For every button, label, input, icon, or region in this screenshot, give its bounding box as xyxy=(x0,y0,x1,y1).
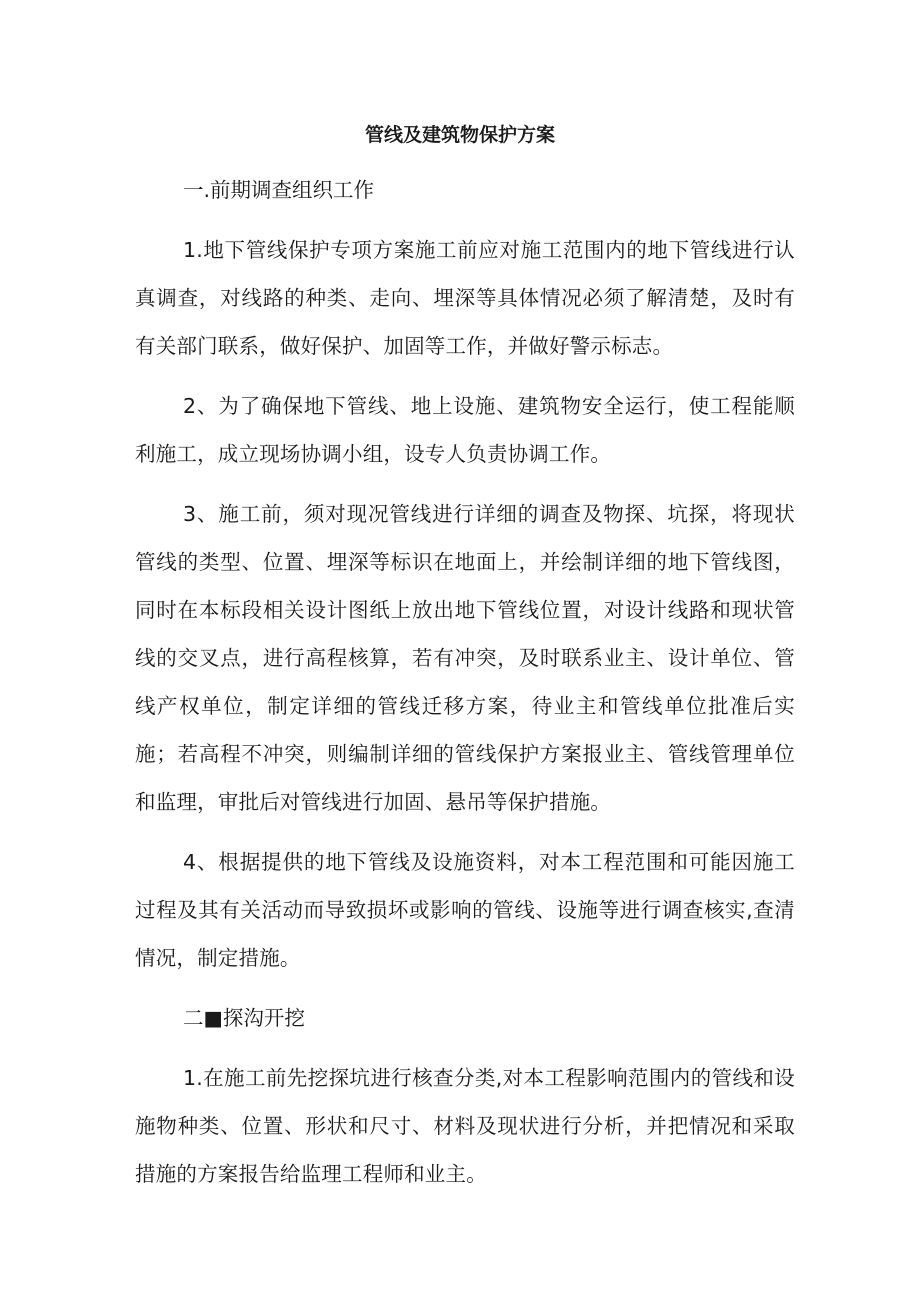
section-heading-2: 二■探沟开挖 xyxy=(183,1006,305,1030)
paragraph-2-1: 1.在施工前先挖探坑进行核查分类,对本工程影响范围内的管线和设施物种类、位置、形状和尺寸、材料及现状进行分析，并把情况和采取措施的方案报告给监理工程师和业主。 xyxy=(135,1066,795,1186)
paragraph-1-4: 4、根据提供的地下管线及设施资料，对本工程范围和可能因施工过程及其有关活动而导致损坏或影响的管线、设施等进行调查核实,查清情况，制定措施。 xyxy=(135,850,795,970)
paragraph-1-2: 2、为了确保地下管线、地上设施、建筑物安全运行，使工程能顺利施工，成立现场协调小组，设专人负责协调工作。 xyxy=(135,394,795,466)
paragraph-1-1: 1.地下管线保护专项方案施工前应对施工范围内的地下管线进行认真调查，对线路的种类、走向、埋深等具体情况必须了解清楚，及时有有关部门联系，做好保护、加固等工作，并做好警示标志。 xyxy=(135,238,795,358)
document-body xyxy=(135,166,795,1198)
section-heading-1: 一.前期调查组织工作 xyxy=(183,178,375,202)
document-title: 管线及建筑物保护方案 xyxy=(364,124,555,146)
paragraph-1-3: 3、施工前，须对现况管线进行详细的调查及物探、坑探，将现状管线的类型、位置、埋深等标识在地面上，并绘制详细的地下管线图，同时在本标段相关设计图纸上放出地下管线位置，对设计线路和现状管线的交叉点，进行高程核算，若有冲突，及时联系业主、设计单位、管线产权单位，制定详细的管线迁移方案，待业主和管线单位批准后实施；若高程不冲突，则编制详细的管线保护方案报业主、管线管理单位和监理，审批后对管线进行加固、悬吊等保护措施。 xyxy=(135,502,795,814)
